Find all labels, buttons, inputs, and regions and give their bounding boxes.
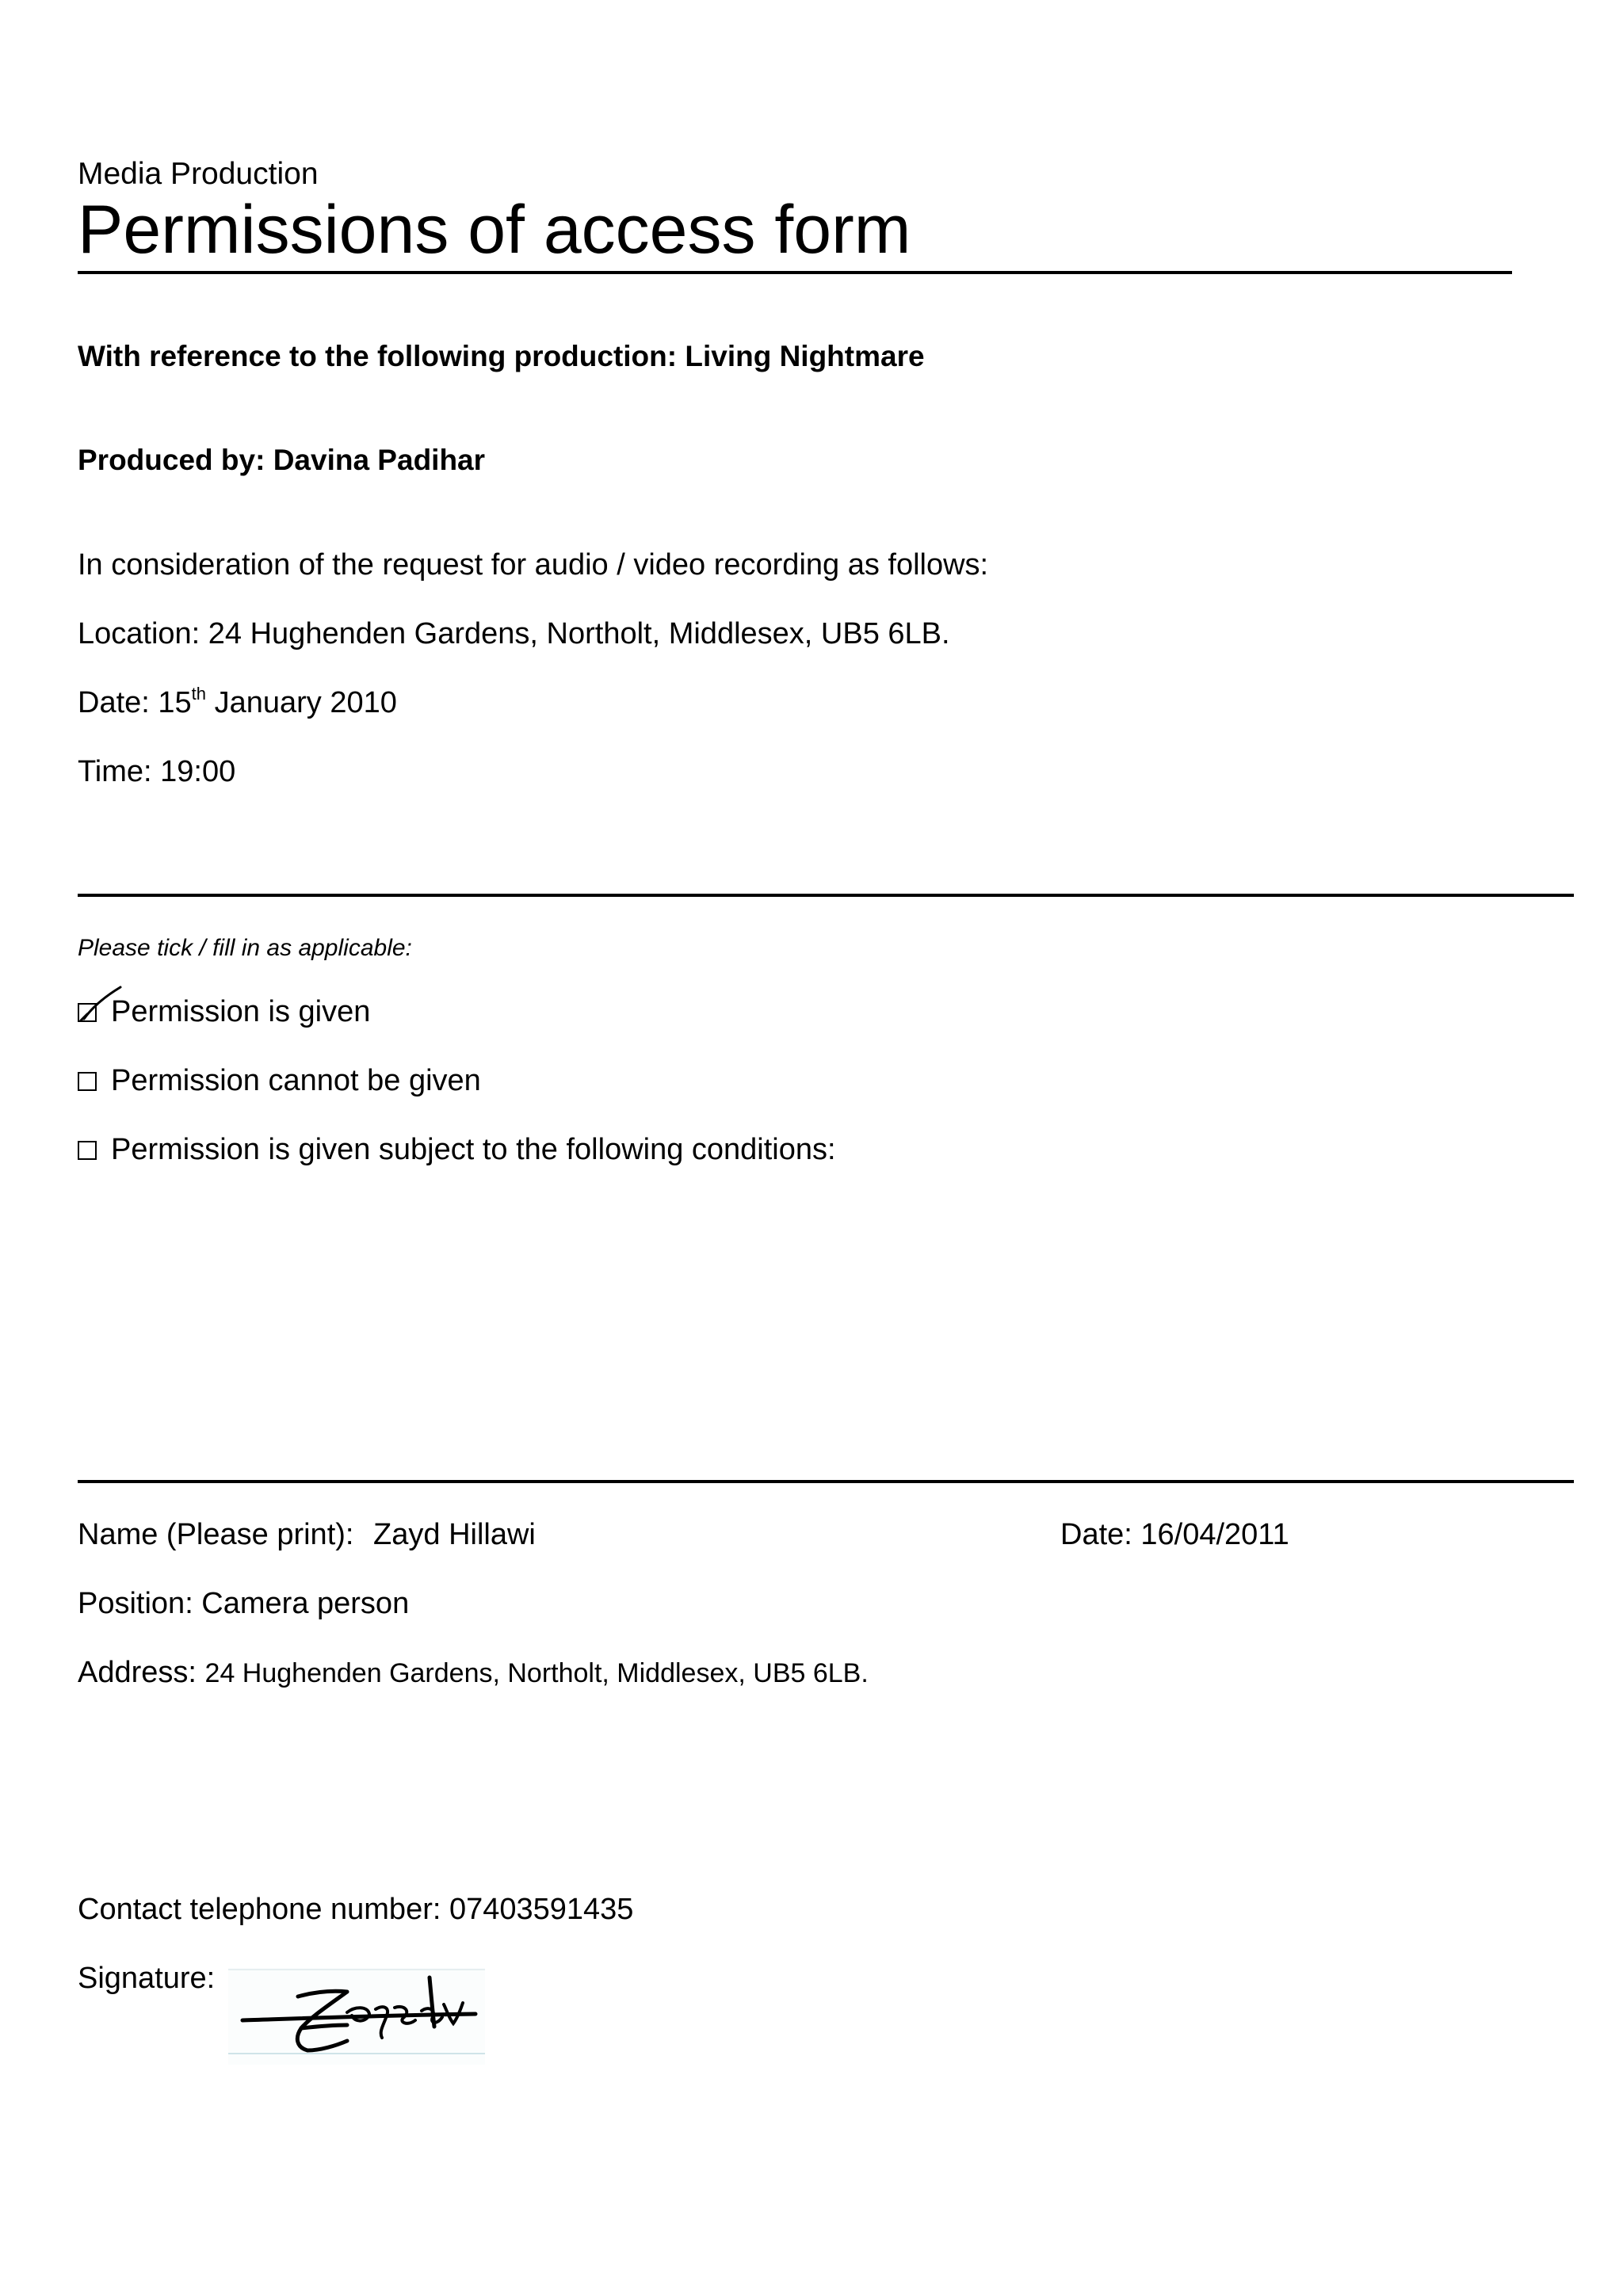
request-date-prefix: Date: 15	[78, 686, 192, 719]
name-label: Name (Please print):	[78, 1518, 354, 1551]
option-label: Permission cannot be given	[111, 1064, 481, 1097]
address-label: Address:	[78, 1656, 205, 1689]
signature-image	[228, 1968, 485, 2065]
option-permission-not-given[interactable]	[78, 1062, 481, 1099]
section-divider	[78, 894, 1574, 897]
request-date-ordinal: th	[191, 684, 207, 704]
instruction-note: Please tick / fill in as applicable:	[78, 935, 412, 961]
department-label: Media Production	[78, 157, 319, 191]
request-date-suffix: January 2010	[206, 686, 397, 719]
option-label: Permission is given subject to the following conditions:	[111, 1133, 836, 1166]
checkbox-permission-not-given[interactable]	[78, 1072, 97, 1091]
checkbox-permission-given[interactable]	[78, 1003, 97, 1022]
signature-date: Date: 16/04/2011	[1060, 1518, 1289, 1551]
request-time: Time: 19:00	[78, 755, 236, 788]
producer-line: Produced by: Davina Padihar	[78, 444, 486, 476]
name-field	[78, 1516, 536, 1553]
option-permission-given[interactable]	[78, 994, 370, 1030]
option-permission-conditional[interactable]	[78, 1131, 836, 1168]
phone-field: Contact telephone number: 07403591435	[78, 1893, 634, 1926]
signature-label: Signature:	[78, 1962, 216, 1995]
signature-scribble	[228, 1968, 485, 2065]
request-intro: In consideration of the request for audio / video recording as follows:	[78, 548, 989, 582]
page-title: Permissions of access form	[78, 192, 911, 268]
position-field: Position: Camera person	[78, 1587, 410, 1620]
request-date	[78, 685, 397, 725]
address-field	[78, 1654, 869, 1691]
tick-mark-icon	[78, 984, 125, 1032]
name-value: Zayd Hillawi	[373, 1518, 536, 1551]
production-reference: With reference to the following production: Living Nightmare	[78, 340, 925, 372]
conditions-divider	[78, 1480, 1574, 1483]
address-value: 24 Hughenden Gardens, Northolt, Middlesex, UB5 6LB.	[204, 1658, 869, 1688]
request-location: Location: 24 Hughenden Gardens, Northolt, Middlesex, UB5 6LB.	[78, 617, 950, 650]
title-divider	[78, 271, 1512, 274]
option-label: Permission is given	[111, 995, 371, 1028]
checkbox-permission-conditional[interactable]	[78, 1141, 97, 1160]
